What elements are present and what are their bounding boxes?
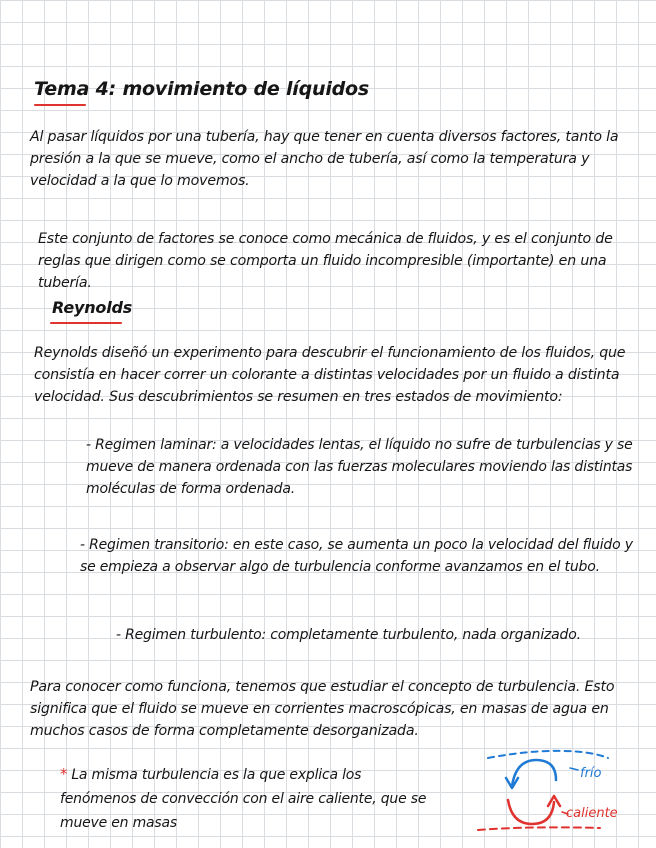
convection-note-text: La misma turbulencia es la que explica los fenómenos de convección con el aire caliente, que se mueve en masas xyxy=(60,767,427,831)
hot-arrow-arc xyxy=(508,800,554,824)
paragraph-intro: Al pasar líquidos por una tubería, hay que tener en cuenta diversos factores, tanto la presión a la que se mueve, como el ancho de tubería, así como la temperatura y velocidad a la que lo movemos. xyxy=(30,129,619,189)
cold-label: frío xyxy=(580,766,602,781)
hot-dashed-line xyxy=(478,827,600,830)
convection-note xyxy=(60,762,440,835)
cold-dashed-line xyxy=(488,751,608,758)
paragraph-mecanica: Este conjunto de factores se conoce como mecánica de fluidos, y es el conjunto de reglas que dirigen como se comporta un fluido incompresible (importante) en una tubería. xyxy=(38,231,613,291)
subtitle-underline xyxy=(50,322,122,324)
cold-pointer xyxy=(570,768,578,770)
title-underline xyxy=(34,104,86,106)
list-item-turbulento: - Regimen turbulento: completamente turbulento, nada organizado. xyxy=(116,627,581,643)
star-marker: * xyxy=(60,765,68,783)
page-title: Tema 4: movimiento de líquidos xyxy=(34,78,370,100)
section-subtitle: Reynolds xyxy=(52,298,133,317)
convection-diagram xyxy=(470,740,650,840)
list-item-transitorio: - Regimen transitorio: en este caso, se aumenta un poco la velocidad del fluido y se empieza a observar algo de turbulencia conforme avanzamos en el tubo. xyxy=(80,537,633,575)
cold-arrow-arc xyxy=(512,760,556,786)
hot-label: caliente xyxy=(566,806,618,821)
paragraph-turbulencia: Para conocer como funciona, tenemos que estudiar el concepto de turbulencia. Esto significa que el fluido se mueve en corrientes macroscópicas, en masas de agua en muchos casos de forma completamente desorganizada. xyxy=(30,679,615,739)
paragraph-reynolds: Reynolds diseñó un experimento para descubrir el funcionamiento de los fluidos, que consistía en hacer correr un colorante a distintas velocidades por un fluido a distinta velocidad. Sus descubrimientos se resumen en tres estados de movimiento: xyxy=(34,345,626,405)
list-item-laminar: - Regimen laminar: a velocidades lentas, el líquido no sufre de turbulencias y se mueve de manera ordenada con las fuerzas moleculares moviendo las distintas moléculas de forma ordenada. xyxy=(86,437,633,497)
